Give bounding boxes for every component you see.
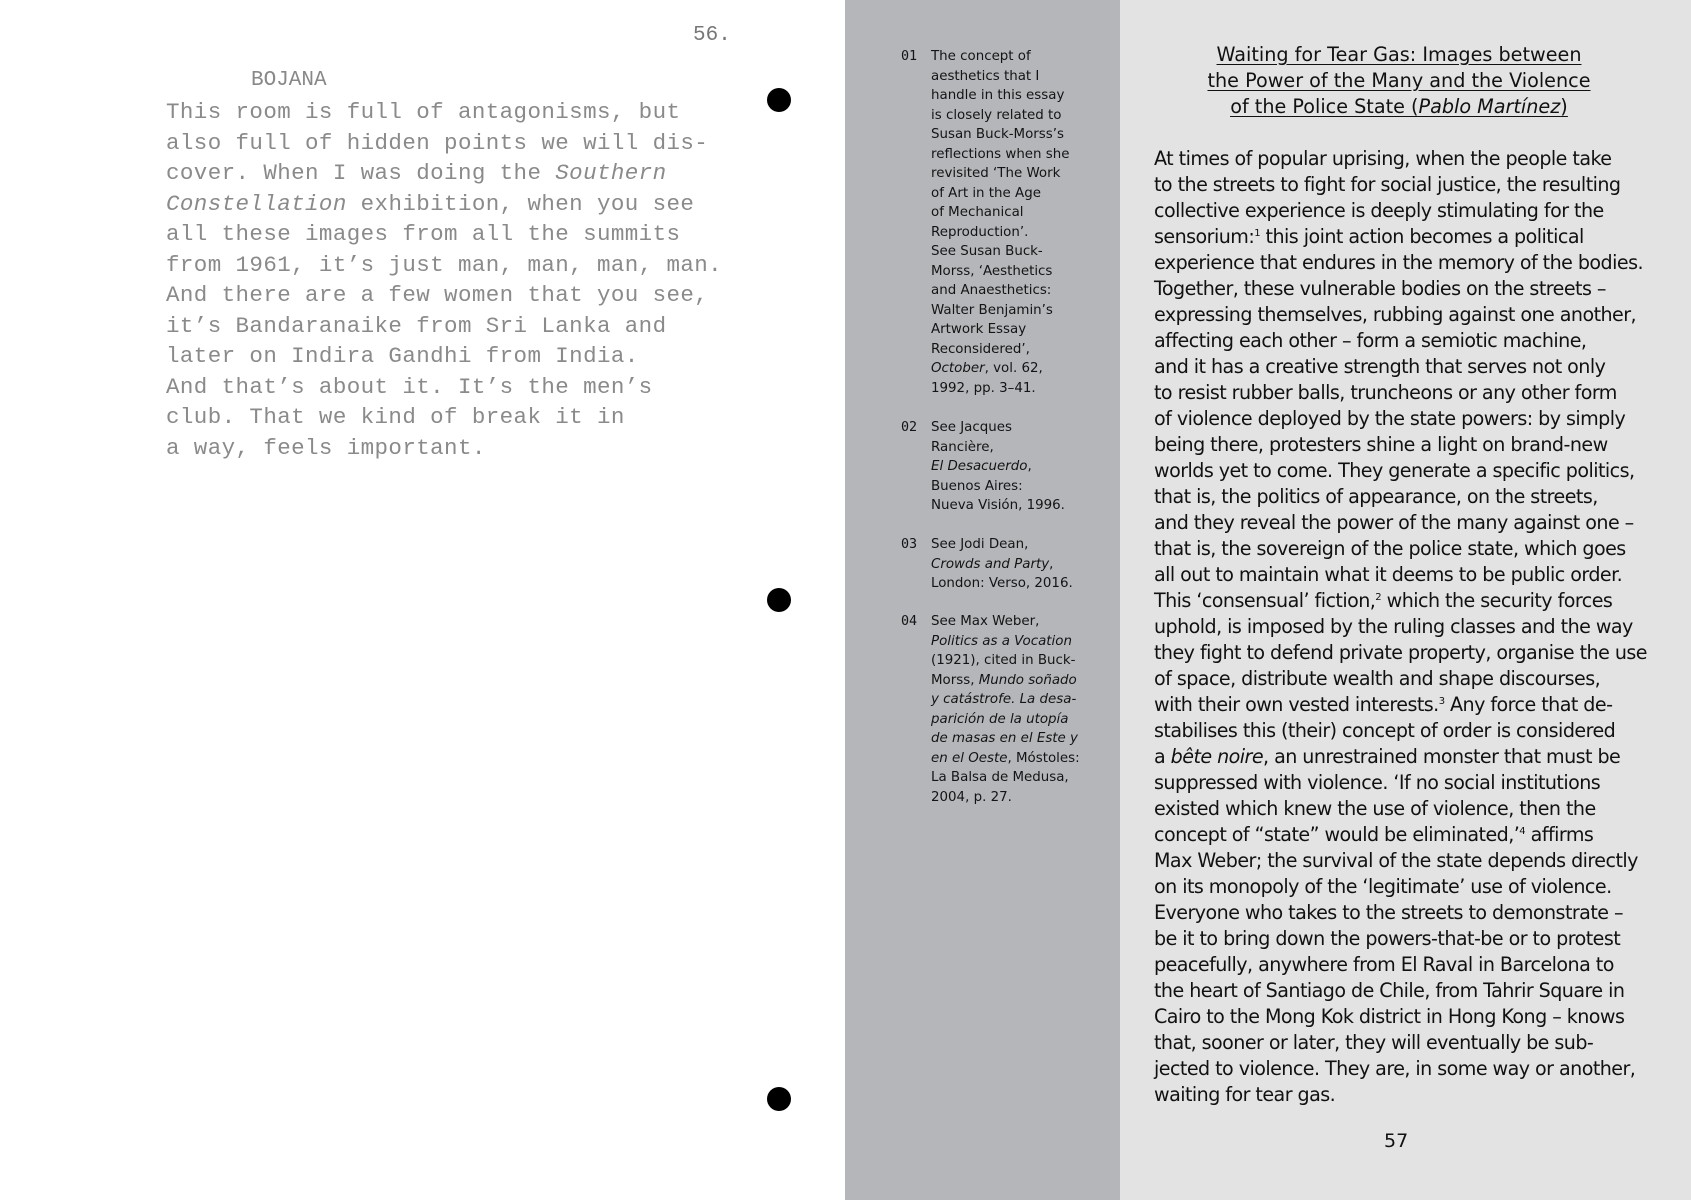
article-title: Waiting for Tear Gas: Images between the Power of the Many and the Violence of the Police State (Pablo Martínez)	[1207, 43, 1591, 118]
transcript-line: And that’s about it. It’s the men’s	[166, 373, 653, 400]
transcript-line: it’s Bandaranaike from Sri Lanka and	[166, 312, 667, 339]
left-page	[0, 0, 845, 1200]
footnote-number: 01	[901, 49, 918, 64]
footnote-number: 04	[901, 614, 918, 629]
footnote-number: 02	[901, 420, 918, 435]
transcript-line: all these images from all the summits	[166, 221, 681, 247]
footnote-number: 03	[901, 537, 918, 552]
binder-hole-bottom	[767, 1087, 791, 1111]
speaker-name: BOJANA	[251, 69, 327, 92]
transcript-line: also full of hidden points we will dis-	[166, 129, 709, 156]
footnote-ref-3: 3	[1438, 696, 1445, 707]
author-name: Pablo Martínez	[1418, 95, 1561, 118]
exhibition-title-italic: Southern	[555, 160, 667, 186]
binder-hole-top	[767, 88, 791, 112]
page-number-right: 57	[1384, 1130, 1409, 1152]
exhibition-title-italic: Constellation	[166, 190, 347, 217]
footnote-ref-1: 1	[1254, 228, 1261, 239]
transcript-line: club. That we kind of break it in	[166, 404, 625, 430]
transcript-line: a way, feels important.	[166, 434, 486, 461]
transcript-line: cover. When I was doing the Southern	[166, 160, 667, 186]
article-page	[1120, 0, 1691, 1200]
footnotes-column: 01 The concept of aesthetics that I handle in this essay is closely related to Susan Buck-Morss’s reflections when she revisited ‘The Work of Art in the Age of Mechanical Reproduction’. See Susan Buck- Morss, ‘Aesthetics and Anaesthetics: Walter Benjamin’s Artwork Essay Reconsidered’, October, vol. 62, 1992, pp. 3–41. 02 See Jacques Rancière, El Desacuerdo, Buenos Aires: Nueva Visión, 1996. 03 See Jodi Dean, Crowds and Party, London: Verso, 2016. 04 See Max Weber, Politics as a Vocation (1921), cited in Buck- Morss, Mundo soñado y catástrofe. La desa- parición de la utopía de masas en el Este y en el Oeste, Móstoles: La Balsa de Medusa, 2004, p. 27.	[845, 0, 1120, 1200]
transcript-line: later on Indira Gandhi from India.	[166, 343, 639, 369]
footnote-ref-2: 2	[1375, 592, 1382, 603]
page-number-left: 56.	[693, 24, 731, 47]
transcript-line: And there are a few women that you see,	[166, 282, 709, 308]
transcript-text	[166, 97, 806, 463]
transcript-line: Constellation exhibition, when you see	[166, 190, 695, 217]
binder-hole-middle	[767, 588, 791, 612]
footnote-ref-4: 4	[1519, 826, 1526, 837]
transcript-line: This room is full of antagonisms, but	[166, 99, 681, 125]
article-body: At times of popular uprising, when the people take to the streets to fight for social justice, the resulting collective experience is deeply stimulating for the sensorium:$^1$ this joint action becomes a political experience that endures in the memory of the bodies. Together, these vulnerable bodies on the streets – expressing themselves, rubbing against one another, affecting each other – form a semiotic machine, and it has a creative strength that serves not only to resist rubber balls, truncheons or any other form of violence deployed by the state powers: by simply being there, protesters shine a light on brand-new worlds yet to come. They generate a specific politics, that is, the politics of appearance, on the streets, and they reveal the power of the many against one – that is, the sovereign of the police state, which goes all out to maintain what it deems to be public order. This ‘consensual’ fiction,$^2$ which the security forces uphold, is imposed by the ruling classes and the way they fight to defend private property, organise the use of space, distribute wealth and shape discourses, with their own vested interests.$^3$ Any force that de- stabilises this (their) concept of order is considered a bête noire, an unrestrained monster that must be suppressed with violence. ‘If no social institutions existed which knew the use of violence, then the concept of “state” would be eliminated,’$^4$ affirms Max Weber; the survival of the state depends directly on its monopoly of the ‘legitimate’ use of violence. Everyone who takes to the streets to demonstrate – be it to bring down the powers-that-be or to protest peacefully, anywhere from El Raval in Barcelona to the heart of Santiago de Chile, from Tahrir Square in Cairo to the Mong Kok district in Hong Kong – knows that, sooner or later, they will eventually be sub- jected to violence. They are, in some way or another, waiting for tear gas.	[1154, 147, 1647, 1106]
transcript-line: from 1961, it’s just man, man, man, man.	[166, 251, 723, 278]
